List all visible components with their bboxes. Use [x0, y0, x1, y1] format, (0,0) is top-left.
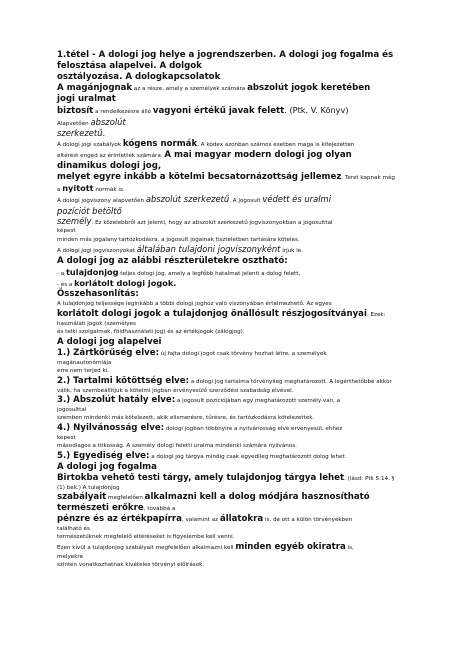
text-run: tulajdonjog: [66, 266, 119, 277]
document-line: [57, 337, 429, 348]
text-run: (1) bek.) A tulajdonjog: [57, 484, 120, 491]
text-run: A dologi jogi jogviszonyokat: [57, 248, 137, 255]
document-line: [57, 194, 429, 205]
document-line: [57, 406, 429, 414]
text-run: a: [57, 186, 63, 193]
text-run: - a: [57, 270, 67, 277]
document-line: [57, 289, 429, 300]
text-run: szerkezetű: [57, 128, 103, 139]
text-run: . (Ptk. V. Könyv): [284, 105, 349, 115]
document-line: [57, 514, 429, 525]
document-line: [57, 492, 429, 503]
document-line: [57, 553, 429, 561]
text-run: A dologi jog fogalma: [57, 461, 157, 472]
document-line: [57, 300, 429, 308]
document-line: [57, 139, 429, 150]
text-run: A tulajdonjog teljessége leginkább a többi dologi joghoz való viszonyában értelmezhető. Az egyes: [57, 301, 332, 308]
document-line: [57, 328, 429, 336]
text-run: Birtokba vehető testi tárgy, amely tulajdonjog tárgya lehet: [57, 472, 345, 483]
text-run: .: [102, 128, 106, 139]
document-line: [57, 172, 429, 183]
document-line: [57, 484, 429, 492]
text-run: képest: [57, 228, 76, 235]
text-run: jogi uralmat: [57, 94, 116, 104]
text-run: A dologi jogviszony alapvetően: [57, 198, 146, 205]
text-run: korlátolt dologi jogok a tulajdonjog önállósult részjogosítványai: [57, 308, 367, 319]
document-line: [57, 105, 429, 117]
text-run: alkalmazni kell a dolog módjára hasznosítható: [144, 491, 370, 502]
text-run: 1.) Zártkörűség elve:: [57, 347, 160, 358]
document-line: [57, 376, 429, 387]
text-run: korlátolt dologi jogok.: [74, 278, 177, 289]
document-line: [57, 395, 429, 406]
text-run: melyet egyre inkább a kötelmi becsatornázottság jellemez: [57, 171, 342, 182]
text-run: válik, ha szembeállítjuk a kötelmi jogban érvényesülő szerződési szabadság elvével.: [57, 387, 294, 394]
text-run: nyitott: [62, 182, 94, 193]
document-line: [57, 503, 429, 514]
document-line: [57, 117, 429, 128]
text-run: természeti erőkre: [57, 502, 144, 513]
document-line: [57, 348, 429, 359]
text-run: a jogosult pozíciójában egy meghatározott személy van, a: [175, 397, 341, 404]
document-line: [57, 128, 429, 138]
text-run: található és: [57, 525, 90, 532]
text-run: állatokra: [219, 513, 264, 524]
document-line: [57, 150, 429, 161]
document-line: [57, 542, 429, 553]
document-line: [57, 473, 429, 484]
text-run: képest: [57, 434, 76, 441]
text-run: erre nem terjed ki.: [57, 368, 110, 375]
document-line: [57, 94, 429, 105]
text-run: 1.tétel - A dologi jog helye a jogrendszerben. A dologi jog fogalma és: [57, 50, 394, 60]
text-run: . A jogosult: [229, 198, 263, 205]
text-run: eltérést enged az érintettek számára.: [57, 152, 165, 159]
text-run: is,: [345, 544, 354, 551]
text-run: új fajta dologi jogot csak törvény hozhat létre, a személyek: [159, 350, 327, 357]
text-run: , valamint az: [181, 516, 220, 523]
text-run: 5.) Egyediség elve:: [57, 450, 150, 461]
text-run: . (lásd: Ptk 5:14. §: [344, 475, 395, 482]
document-line: [57, 367, 429, 375]
document-line: [57, 61, 429, 72]
text-run: A dologi jog alapelvei: [57, 336, 162, 347]
text-run: jogosulttal: [57, 406, 87, 413]
text-run: pénzre és az értékpapírra: [57, 513, 182, 524]
text-run: a dologi jog tartalma törvényileg meghatározott. A legérthetőbbé akkor: [189, 378, 392, 385]
document-line: [57, 309, 429, 320]
text-run: 4.) Nyilvánosság elve:: [57, 422, 165, 433]
document-line: [57, 423, 429, 434]
text-run: általában tulajdoni jogviszonyként: [136, 244, 281, 255]
text-run: minden más jogalany tartózkodásra, a jogosult jogainak tiszteletben tartására köteles.: [57, 236, 300, 243]
document-line: [57, 525, 429, 533]
text-run: osztályozása. A dologkapcsolatok: [57, 72, 221, 82]
text-run: felosztása alapelvei. A dolgok: [57, 61, 202, 71]
document-line: [57, 442, 429, 450]
text-run: szemben mindenki más kötelezett, akik elismerésre, tűrésre, és tartózkodásra kötelezettek.: [57, 415, 315, 422]
document-line: [57, 72, 429, 83]
text-run: normák is.: [93, 186, 125, 193]
text-run: A mai magyar modern dologi jog olyan: [164, 149, 352, 160]
text-run: abszolút jogok keretében: [247, 83, 371, 93]
document-line: [57, 244, 429, 255]
document-line: [57, 161, 429, 172]
document-line: [57, 434, 429, 442]
text-run: magánautonómiája: [57, 359, 112, 366]
text-run: megfelelően: [106, 494, 145, 501]
document-line: [57, 414, 429, 422]
text-run: . Teret kapnak még: [341, 174, 395, 181]
document-line: [57, 206, 429, 216]
text-run: biztosít: [57, 106, 94, 116]
text-run: másodlagos a titkosság. A személy dologi feletti uralma mindenki számára nyilvános.: [57, 443, 297, 450]
text-run: vagyoni értékű javak felett: [152, 106, 285, 116]
text-run: is, de ott a külön törvényekben: [263, 516, 353, 523]
document-page: [57, 50, 429, 570]
document-line: [57, 183, 429, 194]
text-run: Alapvetően: [57, 121, 91, 127]
document-line: [57, 359, 429, 367]
text-run: teljes dologi jog, amely a legfőbb hatalmat jelenti a dolog felett,: [118, 270, 301, 277]
text-run: . Ez közelebbről azt jelenti, hogy az abszolút szerkezetű jogviszonyokban a jogosulttal: [91, 220, 333, 227]
document-line: [57, 236, 429, 244]
document-line: [57, 216, 429, 227]
document-line: [57, 83, 429, 94]
document-line: [57, 451, 429, 462]
document-line: [57, 50, 429, 61]
document-line: [57, 278, 429, 289]
text-run: dologi jogban többnyire a nyilvánosság elve érvényesül, ehhez: [164, 425, 343, 432]
document-line: [57, 227, 429, 235]
text-run: abszolút: [90, 117, 126, 127]
document-line: [57, 256, 429, 267]
text-run: . A kódex azonban számos esetben maga is kifejezetten: [197, 141, 355, 148]
text-run: 3.) Abszolút hatály elve:: [57, 394, 176, 405]
text-run: az a része, amely a személyek számára: [132, 86, 248, 92]
text-run: dinamikus dologi jog,: [57, 160, 162, 171]
text-run: a rendelkezésre álló: [93, 109, 153, 115]
text-run: - és a: [57, 282, 75, 289]
document-line: [57, 462, 429, 473]
document-line: [57, 533, 429, 541]
text-run: abszolút szerkezetű: [145, 194, 230, 205]
text-run: , továbbá a: [143, 505, 176, 512]
text-run: melyekre: [57, 553, 84, 560]
text-run: személy: [57, 216, 92, 227]
text-run: használati jogok (személyes: [57, 320, 136, 327]
text-run: Összehasonlítás:: [57, 289, 139, 300]
text-run: és telki szolgalmak, földhasználati jog) és az értékjogok (zálogjog).: [57, 329, 245, 336]
document-line: [57, 267, 429, 278]
text-run: A: [57, 83, 67, 93]
text-run: kógens normák: [122, 138, 198, 149]
text-run: A dologi jog az alábbi részterületekre osztható:: [57, 255, 288, 266]
text-run: írjuk le.: [280, 248, 303, 255]
text-run: A dologi jogi szabályok: [57, 141, 123, 148]
document-line: [57, 320, 429, 328]
document-line: [57, 387, 429, 395]
document-line: [57, 561, 429, 569]
text-run: minden egyéb okiratra: [235, 541, 346, 552]
text-run: szabályait: [57, 491, 107, 502]
text-run: . Ezek:: [366, 311, 386, 318]
text-run: magánjognak: [66, 83, 133, 93]
text-run: 2.) Tartalmi kötöttség elve:: [57, 375, 190, 386]
text-run: védett és uralmi: [262, 194, 332, 205]
text-run: a dologi jog tárgya mindig csak egyedileg meghatározott dolog lehet.: [149, 453, 347, 460]
text-run: szintén vonatkozhatnak kivételes törvényi előírások.: [57, 562, 205, 569]
text-run: Ezen kívül a tulajdonjog szabályait megfelelően alkalmazni kell: [57, 544, 236, 551]
text-run: pozíciót betöltő: [57, 205, 122, 216]
text-run: természetüknek megfelelő eltéréseket is figyelembe kell venni.: [57, 534, 235, 541]
